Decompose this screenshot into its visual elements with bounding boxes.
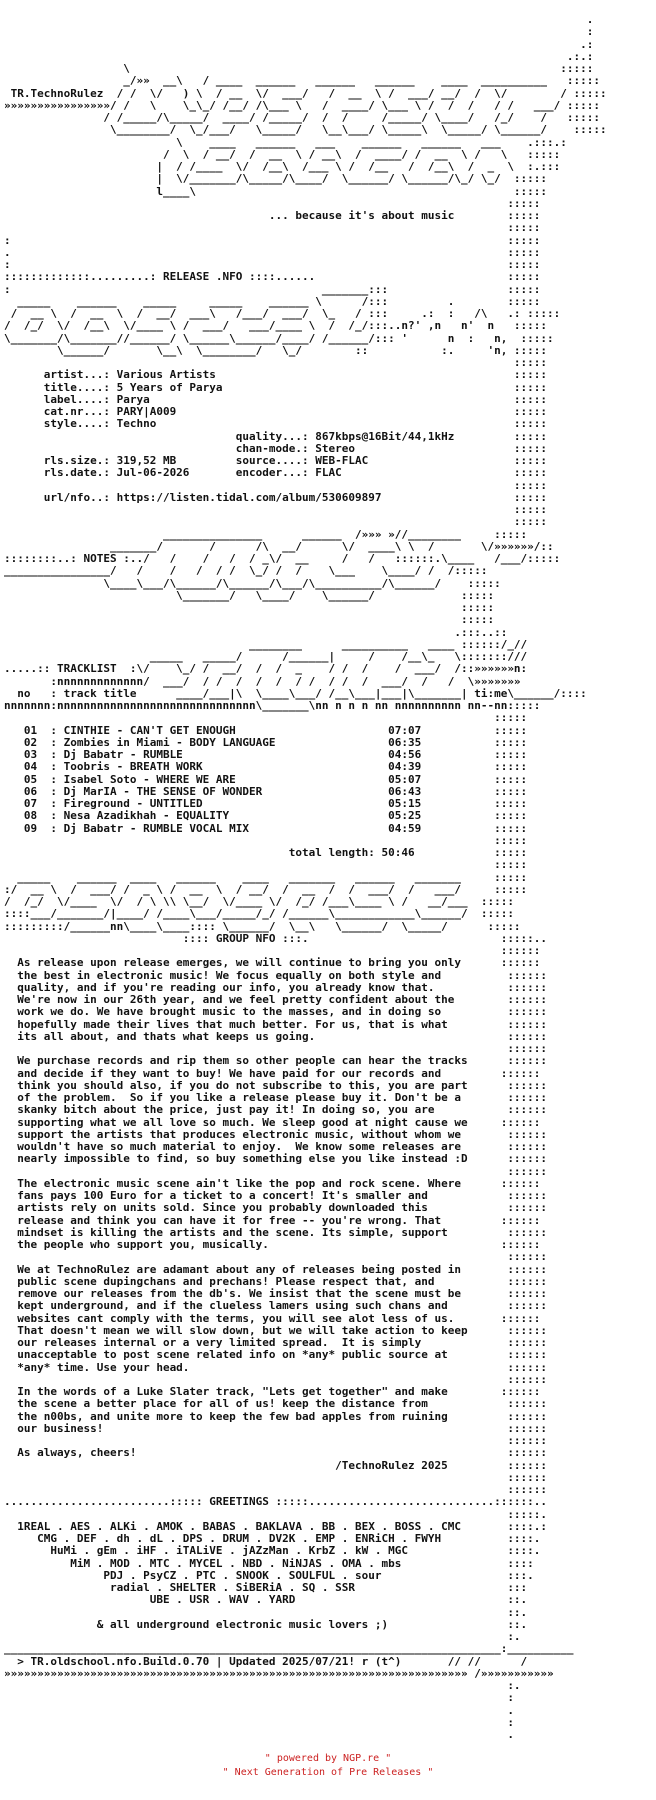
nfo-line: l____\ ::::: — [4, 184, 548, 198]
nfo-line: 1REAL . AES . ALKi . AMOK . BABAS . BAKLAVA . BB . BEX . BOSS . CMC ::::.: — [4, 1519, 548, 1533]
nfo-line: .:::..:: — [4, 625, 508, 639]
nfo-line: title....: 5 Years of Parya ::::: — [4, 380, 548, 394]
nfo-line: ::::: — [4, 858, 528, 872]
nfo-line: UBE . USR . WAV . YARD ::. — [4, 1593, 528, 1607]
nfo-line: :::::: — [4, 1164, 548, 1178]
powered-by-text: " powered by NGP.re " — [264, 1753, 392, 1764]
nfo-line: chan-mode.: Stereo ::::: — [4, 441, 548, 455]
nfo-line: wouldn't have so much material to enjoy. We know some releases are :::::: — [4, 1140, 548, 1153]
nfo-line: :::::::::/______nn\____\____:::: \______/ \__\ \______/ \_____/ ::::: — [4, 919, 521, 933]
nfo-line: /TechnoRulez 2025 :::::: — [4, 1458, 548, 1472]
nfo-line: | \/_______/\_____/\____/ \______/ \______/\_/ \_/ ::::: — [4, 172, 548, 186]
nfo-line: ::::: — [4, 478, 548, 492]
nfo-line: cat.nr...: PARY|A009 ::::: — [4, 405, 548, 418]
nfo-line: :::::. — [4, 1507, 548, 1521]
footer — [0, 1752, 656, 1780]
nfo-line: skanky bitch about the price, just pay it! In doing so, you are :::::: — [4, 1103, 548, 1117]
nfo-line: : ::::: — [4, 258, 541, 271]
nfo-line: .....:: TRACKLIST :\/ \_/ / __/ / / _ / / / / ___/ /::»»»»»»n: — [4, 662, 528, 676]
nfo-line: HuMi . gEm . iHF . iTALiVE . jAZzMan . KrbZ . kW . MGC ::::. — [4, 1544, 541, 1558]
nfo-line: support the artists that produces electronic music, without whom we :::::: — [4, 1127, 548, 1141]
nfo-line: url/nfo..: https://listen.tidal.com/album/530609897 ::::: — [4, 490, 548, 504]
nfo-line: .........................::::: GREETINGS :::::............................::::::.. — [4, 1495, 548, 1509]
nfo-line: radial . SHELTER . SiBERiA . SQ . SSR ::: — [4, 1581, 528, 1594]
nfo-line: :::::: — [4, 1434, 548, 1447]
nfo-line: ________ __________ ____ ::::::/_// — [4, 637, 528, 651]
nfo-line: :nnnnnnnnnnnnn/ ___/ / / / / / / / / / / ___/ / / \»»»»»»» — [4, 674, 521, 688]
nfo-line: / __ \ / __ \ / __/ ___\ /___/ ___/ \_ / ::: .: : /\ .: ::::: — [4, 307, 561, 320]
nfo-line: :::::: — [4, 1483, 548, 1496]
nfo-line: 04 : Toobris - BREATH WORK 04:39 ::::: — [4, 760, 528, 774]
nfo-line: / /_____/\_____/ ____/ /_____/ / / /_____/ \____/ /_/ / ::::: — [4, 111, 601, 124]
nfo-line: :::::: — [4, 944, 541, 957]
nfo-line: \_______/\_______//______/ \______\______/____/ /______/::: ' n : n, ::::: — [4, 331, 554, 345]
nfo-line: public scene dupingchans and prechans! Please respect that, and :::::: — [4, 1274, 548, 1288]
nfo-line: PDJ . PsyCZ . PTC . SNOOK . SOULFUL . sour :::. — [4, 1568, 534, 1582]
nfo-line: release and think you can have it for free -- you're wrong. That :::::: — [4, 1213, 541, 1227]
nfo-line: unacceptable to post scene related info on *any* public source at :::::: — [4, 1348, 548, 1362]
nfo-line: > TR.oldschool.nfo.Build.0.70 | Updated 2025/07/21! r (t^) // // / — [4, 1654, 528, 1668]
nfo-line: We're now in our 26th year, and we feel pretty confident about the :::::: — [4, 993, 548, 1006]
nfo-line: _____ ______ ____ ______ ____ _______ ______ _______ ::::: — [4, 870, 528, 884]
nfo-line: the scene a better place for all of us! keep the distance from :::::: — [4, 1397, 548, 1411]
nfo-line: The electronic music scene ain't like the pop and rock scene. Where :::::: — [4, 1176, 541, 1190]
nfo-line: .: — [4, 37, 594, 51]
nfo-line: remove our releases from the db's. We insist that the scene must be :::::: — [4, 1287, 548, 1300]
nfo-line: \______/ \__\ \________/ \_/ :: :. 'n, ::::: — [4, 343, 548, 357]
nfo-line: the people who support you, musically. :::::: — [4, 1238, 541, 1251]
nfo-line: »»»»»»»»»»»»»»»»/ / \ \_\_/ /__/ /\___ \ / ____/ \___ \ / / / / / ___/ ::::: — [4, 98, 601, 112]
nfo-line: _/»» __\ / ____ ______ ______ ______ ____ __________ ::::: — [4, 74, 601, 88]
nfo-text — [4, 14, 652, 1741]
nfo-line: ::::___/_______/|____/ /____\___/_____/_/ /______\____________\______/ ::::: — [4, 907, 514, 921]
nfo-line: the best in electronic music! We focus equally on both style and :::::: — [4, 968, 548, 982]
nfo-line: As always, cheers! :::::: — [4, 1446, 548, 1460]
nfo-line: work we do. We have brought music to the masses, and in doing so :::::: — [4, 1005, 548, 1019]
nfo-line: ::::: — [4, 503, 548, 516]
nfo-line: TR.TechnoRulez / / \/ ) \ / __ \/ ___/ / __ \ / ___/ __/ / \/ / ::::: — [4, 86, 607, 100]
nfo-line: total length: 50:46 ::::: — [4, 846, 528, 859]
nfo-line: 02 : Zombies in Miami - BODY LANGUAGE 06:35 ::::: — [4, 735, 528, 749]
nfo-line: the n00bs, and unite more to keep the few bad apples from ruining :::::: — [4, 1409, 548, 1423]
nfo-line: 01 : CINTHIE - CAN'T GET ENOUGH 07:07 ::::: — [4, 723, 528, 737]
nfo-line: rls.size.: 319,52 MB source....: WEB-FLAC ::::: — [4, 454, 548, 467]
nfo-line: . — [4, 1703, 514, 1717]
nfo-line: & all underground electronic music lovers ;) ::. — [4, 1617, 528, 1631]
nfo-line: : — [4, 1691, 514, 1705]
nfo-line: of the problem. So if you like a release please buy it. Don't be a :::::: — [4, 1091, 548, 1104]
nfo-line: label....: Parya ::::: — [4, 392, 548, 406]
nfo-line: _____ _____/ /______| / /__\_ \:::::::/// — [4, 650, 528, 663]
nfo-line: We at TechnoRulez are adamant about any of releases being posted in :::::: — [4, 1262, 548, 1276]
nfo-line: : ::::: — [4, 233, 541, 247]
nfo-line: ::::: — [4, 613, 495, 627]
nfo-line: 06 : Dj MarIA - THE SENSE OF WONDER 06:43 ::::: — [4, 784, 528, 798]
nfo-line: ::::: — [4, 356, 548, 369]
nfo-line: 08 : Nesa Azadikhah - EQUALITY 05:25 ::::: — [4, 809, 528, 823]
nfo-line: think you should also, if you do not subscribe to this, you are part :::::: — [4, 1078, 548, 1092]
nfo-line: _____ ______ _____ _____ ______ \ /::: . ::::: — [4, 294, 541, 308]
nfo-line: »»»»»»»»»»»»»»»»»»»»»»»»»»»»»»»»»»»»»»»»»»»»»»»»»»»»»»»»»»»»»»»»»»»»»» /»»»»»»»»»»» — [4, 1666, 554, 1680]
nfo-line: _______/ / /\ __/ \/ ____\ \ / \/»»»»»»/:: — [4, 539, 554, 553]
nfo-line: kept underground, and if the clueless lamers using such chans and :::::: — [4, 1299, 548, 1313]
nfo-line: hopefully made their lives that much better. For us, that is what :::::: — [4, 1017, 548, 1031]
nfo-line: \ ::::: — [4, 62, 594, 75]
nfo-line: We purchase records and rip them so other people can hear the tracks :::::: — [4, 1054, 548, 1068]
nfo-line: ________________/ / / / / / \_/ / / \___ \____/ / /::::: — [4, 564, 488, 578]
nfo-line: 09 : Dj Babatr - RUMBLE VOCAL MIX 04:59 ::::: — [4, 821, 528, 835]
nfo-line: :. — [4, 1630, 521, 1643]
nfo-line: quality...: 867kbps@16Bit/44,1kHz ::::: — [4, 429, 548, 443]
nfo-line: _______________ ______ /»»» »//________ ::::: — [4, 527, 528, 541]
nfo-line: artists rely on units sold. Since you probably downloaded this :::::: — [4, 1201, 548, 1215]
nfo-line: supporting what we all love so much. We sleep good at night cause we :::::: — [4, 1115, 541, 1129]
nfo-line: \________/ \_/___/ \_____/ \__\___/ \_____\ \_____/ \______/ ::::: — [4, 123, 607, 137]
nfo-line: :::::: — [4, 1250, 548, 1264]
nfo-line: no : track title ____/___|\ \____\___/ /__\___|___|\_______| ti:me\______/:::: — [4, 686, 587, 700]
nfo-line: :/ __ \ / ___/ / _ \ / __ \ / __/ / __ / / ___/ / ___/ ::::: — [4, 882, 528, 896]
nfo-line: mindset is killing the artists and the scene. Its simple, support :::::: — [4, 1225, 548, 1239]
nfo-line: style....: Techno ::::: — [4, 417, 548, 431]
tagline-text: " Next Generation of Pre Releases " — [222, 1767, 434, 1778]
nfo-line: our business! :::::: — [4, 1421, 548, 1435]
nfo-line: / /_/ \/ /__\ \/____ \ / ___/ ___/____ \ / /_/:::..n?' ,n n' n ::::: — [4, 319, 548, 333]
nfo-line: ::::: — [4, 601, 495, 614]
nfo-line: : — [4, 1715, 514, 1729]
nfo-line: . — [4, 14, 594, 26]
nfo-line: | / /____ \/ /__\ /___ \ / /__ / /__\ / _ \ :.::: — [4, 160, 561, 173]
nfo-line: ::::: — [4, 221, 541, 235]
nfo-line: :::::::::::::.........: RELEASE .NFO ::::...... ::::: — [4, 270, 541, 284]
nfo-line: ::. — [4, 1605, 528, 1619]
nfo-line: \ ____ ______ ___ ______ ______ ___ .:::.: — [4, 135, 567, 149]
nfo-line: CMG . DEF . dh . dL . DPS . DRUM . DV2K . EMP . ENRiCH . FWYH ::::. — [4, 1532, 541, 1545]
nfo-line: fans pays 100 Euro for a ticket to a concert! It's smaller and :::::: — [4, 1189, 548, 1202]
nfo-line: *any* time. Use your head. :::::: — [4, 1360, 548, 1374]
nfo-line: 07 : Fireground - UNTITLED 05:15 ::::: — [4, 797, 528, 810]
nfo-line: ::::: — [4, 515, 548, 529]
nfo-line: ::::: — [4, 196, 541, 210]
nfo-line: 03 : Dj Babatr - RUMBLE 04:56 ::::: — [4, 748, 528, 761]
nfo-line: nnnnnnn:nnnnnnnnnnnnnnnnnnnnnnnnnnnnnn\_______\nn n n n nn nnnnnnnnnn nn--nn::::: — [4, 699, 541, 712]
nfo-line: As release upon release emerges, we will continue to bring you only :::::: — [4, 956, 541, 970]
nfo-line: and decide if they want to buy! We have paid for our records and :::::: — [4, 1066, 541, 1080]
nfo-line: ::::: — [4, 711, 528, 725]
nfo-line: 05 : Isabel Soto - WHERE WE ARE 05:07 ::::: — [4, 772, 528, 786]
nfo-line: \____\___/\______/\______/\___/\__________/\______/ ::::: — [4, 576, 501, 590]
nfo-line: ::::: — [4, 833, 528, 847]
nfo-line: In the words of a Luke Slater track, "Lets get together" and make :::::: — [4, 1385, 541, 1398]
nfo-line: : — [4, 25, 594, 39]
nfo-line: :::::: — [4, 1042, 548, 1055]
nfo-line: :::::: — [4, 1372, 548, 1386]
nfo-line: MiM . MOD . MTC . MYCEL . NBD . NiNJAS . OMA . mbs :::: — [4, 1556, 534, 1570]
nfo-line: That doesn't mean we will slow down, but we will take action to keep :::::: — [4, 1323, 548, 1337]
nfo-line: ... because it's about music ::::: — [4, 209, 541, 222]
nfo-line: rls.date.: Jul-06-2026 encoder...: FLAC ::::: — [4, 466, 548, 480]
nfo-line: ___________________________________________________________________________:__________ — [4, 1642, 574, 1656]
nfo-line: websites cant comply with the terms, you will see alot less of us. :::::: — [4, 1311, 541, 1325]
nfo-line: \_______/ \____/ \______/ ::::: — [4, 588, 495, 602]
nfo-line: ::::::::..: NOTES :../ / / / / _\/ __ / / ::::::.\____ /___/::::: — [4, 552, 561, 565]
nfo-line: nearly impossible to find, so buy something else you like instead :D :::::: — [4, 1152, 548, 1166]
nfo-line: : _______::: ::::: — [4, 282, 541, 296]
nfo-line: :::: GROUP NFO :::. :::::.. — [4, 931, 548, 945]
nfo-line: :::::: — [4, 1470, 548, 1484]
nfo-line: / /_/ \/____ \/ / \ \\ \__/ \/____ \/ /_/ /___\____ \ / __/___ ::::: — [4, 895, 514, 908]
nfo-line: .:.: — [4, 49, 594, 63]
nfo-line: . ::::: — [4, 245, 541, 259]
nfo-line: artist...: Various Artists ::::: — [4, 368, 548, 382]
nfo-line: our releases internal or a very limited spread. It is simply :::::: — [4, 1336, 548, 1349]
nfo-line: its all about, and thats what keeps us going. :::::: — [4, 1029, 548, 1043]
nfo-line: / \ / __/ / __ \ / __\ / ____/ / __ \ / \ ::::: — [4, 147, 561, 161]
nfo-line: . — [4, 1728, 514, 1741]
nfo-line: quality, and if you're reading our info, you already know that. :::::: — [4, 980, 548, 994]
nfo-line: :. — [4, 1679, 521, 1692]
